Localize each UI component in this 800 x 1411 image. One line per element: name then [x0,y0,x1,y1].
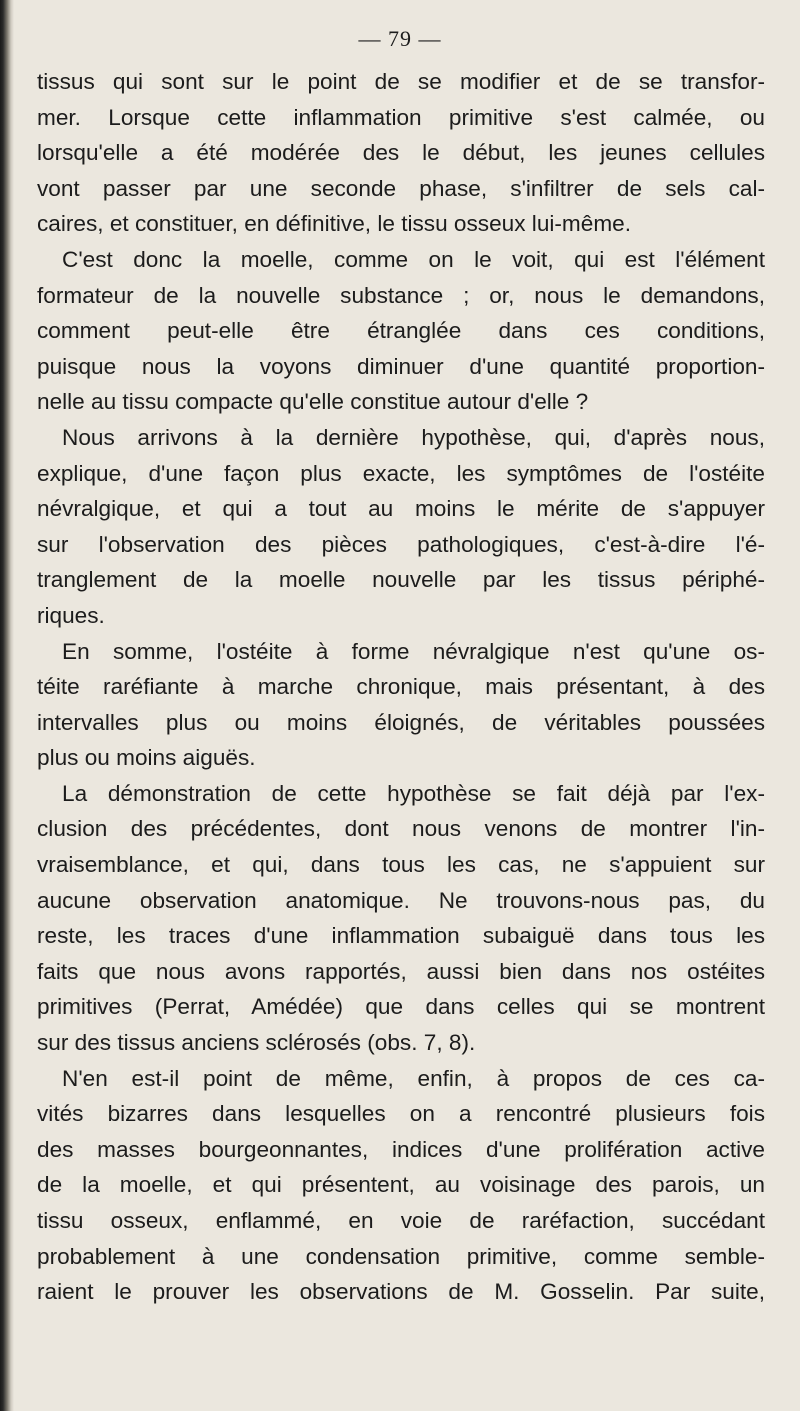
text-line: C'est donc la moelle, comme on le voit, qui est l'élément [62,246,765,272]
text-line: reste, les traces d'une inflammation subaiguë dans tous les [37,923,765,949]
text-line: comment peut-elle être étranglée dans ces conditions, [37,318,765,344]
text-line: de la moelle, et qui présentent, au voisinage des parois, un [37,1172,765,1198]
text-line: sur l'observation des pièces pathologiques, c'est-à-dire l'é- [37,531,765,557]
text-line: tissus qui sont sur le point de se modifier et de se transfor- [37,69,765,94]
page-number: — 79 — [358,26,442,51]
text-line: lorsqu'elle a été modérée des le début, les jeunes cellules [37,140,765,166]
text-line: formateur de la nouvelle substance ; or, nous le demandons, [37,282,765,308]
text-line: raient le prouver les observations de M. Gosselin. Par suite, [37,1279,765,1305]
text-line: riques. [37,602,105,628]
text-line: aucune observation anatomique. Ne trouvons-nous pas, du [37,887,765,913]
text-line: faits que nous avons rapportés, aussi bien dans nos ostéites [37,958,765,984]
text-line: N'en est-il point de même, enfin, à propos de ces ca- [62,1065,765,1091]
text-line: tissu osseux, enflammé, en voie de raréfaction, succédant [37,1208,765,1233]
text-line: sur des tissus anciens sclérosés (obs. 7, 8). [37,1030,476,1056]
text-line: clusion des précédentes, dont nous venons de montrer l'in- [37,816,765,842]
text-line: névralgique, et qui a tout au moins le mérite de s'appuyer [37,496,765,522]
text-line: vraisemblance, et qui, dans tous les cas, ne s'appuient sur [37,852,765,878]
text-line: Nous arrivons à la dernière hypothèse, qui, d'après nous, [62,424,765,450]
text-line: des masses bourgeonnantes, indices d'une prolifération active [37,1136,765,1162]
text-line: téite raréfiante à marche chronique, mais présentant, à des [37,674,765,700]
text-line: puisque nous la voyons diminuer d'une quantité proportion- [37,353,765,379]
text-line: primitives (Perrat, Amédée) que dans celles qui se montrent [37,994,765,1020]
body-text [37,64,765,1310]
text-line: En somme, l'ostéite à forme névralgique n'est qu'une os- [62,638,765,664]
text-line: intervalles plus ou moins éloignés, de véritables poussées [37,709,765,735]
text-line: caires, et constituer, en définitive, le tissu osseux lui-même. [37,211,631,237]
text-line: La démonstration de cette hypothèse se fait déjà par l'ex- [62,780,765,806]
text-line: plus ou moins aiguës. [37,745,256,771]
text-line: nelle au tissu compacte qu'elle constitue autour d'elle ? [37,389,589,415]
text-line: vités bizarres dans lesquelles on a rencontré plusieurs fois [37,1101,765,1127]
text-line: mer. Lorsque cette inflammation primitive s'est calmée, ou [37,104,765,130]
text-line: vont passer par une seconde phase, s'infiltrer de sels cal- [37,175,765,201]
text-line: tranglement de la moelle nouvelle par les tissus périphé- [37,567,765,593]
page-binding-edge [0,0,14,1411]
text-line: explique, d'une façon plus exacte, les symptômes de l'ostéite [37,460,765,486]
text-line: probablement à une condensation primitive, comme semble- [37,1243,765,1269]
